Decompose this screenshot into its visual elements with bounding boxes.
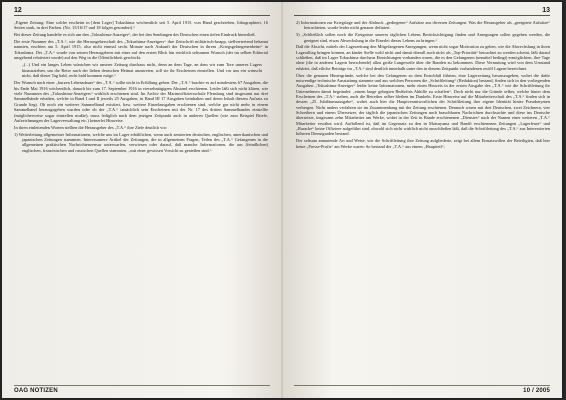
left-page: [2, 2, 282, 398]
numbered-item: 3) „Schließlich sollen noch die Ereignisse unseres täglichen Lebens Berücksichtigung finden und Anregungen sollen gegeben werden, die geeignet sind, etwas Abwechslung in die Einerlei dieses Lebens zu bringen.“: [296, 32, 550, 43]
header-rule: [14, 15, 270, 16]
page-number: 13: [542, 7, 550, 14]
paragraph: Bei dieser Zeitung handelte es sich um den „Tokushima-Anzeiger“, der bei den Sendungen des Deutschen einen tiefen Eindruck hinterließ.: [14, 32, 256, 38]
paragraph: Daß die Absicht, mittels der Lagerzeitung den Mitgefangenen Anregungen, wenn nicht sogar Motivation zu geben, wie die Abwechslung in ihren Lageralltag bringen können, an kinder Stelle wohl nicht und damit überall auch nicht als „Top-Priorität“ betrachtet zu werden scheint, läßt darauf schließen, daß im Lager Tokushima durchaus Einrichtungen vorhanden waren, die es den Gefangenen (unmittel bedingt) ermöglichten, ihre Tage ohne (die in anderen Lagern herrschende) allzu große Langeweile über die Runden zu bekommen. Diese Vermutung wird von dem Umstand erhärtet, daß etliche Beiträge im „T.A.“ sind deutlich innerhalb unter den in diesem Zeitpunkt vorhandenen zwölf Lagern bezeichnet.: [296, 44, 550, 71]
right-page: [282, 2, 562, 398]
numbered-item: 1) Weiterleitung allgemeiner Informationen, welche uns im Lager erhältlichen, wenn auch zensierten deutschen, englischen, amerikanischen und japanischen Zeitungen stammten. Interessantere Artikel der Zeitungen, die in allgemeinen Fragen, Teilen des „T.A.“ Gefangenen in die allgemeinen praktischen Nachrichtenzensur unterwarfen, verwiesen oder darauf, daß manche Informationen, die aus (feindlichen) englischen, französischen und russischen Quellen stammten, „mit einer gewissen Vorsicht zu genießen sind.“: [14, 131, 268, 153]
block-quote: „(...) Und ein langes Leben wünschen wir unserer Zeitung durchaus nicht, denn an dem Tage, an dem wir zum Tore unseres Lagers hinausziehen, um die Reise nach der lieben deutschen Heimat anzutreten, soll sie ihr Erscheinen einstellen. Und vor uns ein wünscht nicht, daß dieser Tag bald, recht bald kommen möge.“: [22, 62, 262, 79]
paragraph: „Eigene Zeitung: Eine solche erscheint in [dem Lager] Tokushima wöchentlich seit 5. April 1915, von Hand geschrieben, lithographiert, 16 Seiten stark, in drei Farben. (No. 15/16/17 und 18 folgen gesondert).“: [14, 20, 268, 31]
document-spread: [2, 2, 562, 398]
right-page-text: [296, 20, 550, 149]
numbered-item: 2) Informationen zur Kriegslage und der Abdruck „gediegener“ Aufsätze aus diversen Zeitungen. Was die Herausgeber als „geeignete Aufsätze“ betrachteten, wurde leider nicht genauer definiert.: [296, 20, 550, 31]
paragraph: In ihren einleitenden Worten stellten die Herausgeber des „T.A.“ ihre Ziele deutlich vor:: [14, 124, 168, 130]
footer-title: OAG NOTIZEN: [14, 388, 58, 394]
left-page-text: [14, 20, 268, 153]
paragraph: Die erste Nummer des „T.A.“, wie die Herausgeberschaft des „Tokushima-Anzeigers“ ihre Zeitschrift militärisch-knapp, stellvertretend bekannt nannten, erschien am 5. April 1915, also nicht einmal sechs Monate nach Ankunft der Deutschen in ihrem „Kriegsgefangenenheim“ in Tokushima. Der „T.A.“ wurde von seinen Herausgebern mit einer auf den ersten Blick hin reichlich seltsamen Wunsch (der im selben Editorial umgehend relativiert wurde) auf den Weg in die Öffentlichkeit geschickt:: [14, 39, 268, 61]
footer-rule: [14, 385, 270, 386]
page-number: 12: [14, 7, 22, 14]
footer-rule: [294, 385, 550, 386]
footer-issue: 10 / 2005: [523, 388, 550, 394]
paragraph: Der seltsam anmutende Art und Weise, wie die Schriftleitung ihre Zeitung aufgliederte, zeigt bei allem Einsatzwillen der Beteiligten, daß hier keine „Presse-Profis“ am Werke waren: So bestand der „T.A.“ aus einem „Hauptteil“,: [296, 138, 550, 149]
paragraph: Der Wunsch nach einer „kurzen Lebensdauer“ des „T.A.“ sollte nicht in Erfüllung gehen: Der „T.A.“ brachte es auf mindestens 67 Ausgaben, die bis Ende Mai 1916 wöchentlich, danach bis zum 17. September 1916 in vierzehntägigem Abstand erschienen. Leider läßt sich nicht klären, wie viele Nummern des „Tokushima-Anzeigers“ wirklich erschienen sind. Im Archiv der Marineoffiziersschule Flensburg sind insgesamt nur drei Sammelbände erhalten, welche in Band I und II jeweils 25 Ausgaben, in Band III 17 Ausgaben beinhalten und deren Inhalt diesem Aufsatz zu Grunde liegt. Ob noch ein weiterer Sammelband existiert, bzw. weitere Einzelausgaben erschienen sind, welche gar nicht mehr in einem Sammelband herausgegeben wurden oder ob der „T.A.“ tatsächlich sein Erscheinen mit der Nr. 17 des dritten Sammelbandes einstellte (möglicherweise sogar einstellen mußte), muss lediglich nach dem jetzigen Zeitpunkt auch in anderen Quellen (wie zum Beispiel Briefe, Aufzeichnungen der Lagerverwaltung etc.) keinerlei Hinweise.: [14, 80, 268, 123]
header-rule: [294, 15, 550, 16]
book-gutter: [281, 2, 283, 398]
paragraph: Über die genauen Hintergründe, welche bei den Gefangenen zu dem Entschluß führten, eine Lagerzeitung herauszugeben, wobei die dafür notwendige technische Ausstattung stammte und aus welchen Personen die „Schriftleitung“ (Redaktion) bestand, finden sich in den vorliegenden Ausgaben „Tokushima-Anzeiger“ leider keine Informationen, mehr einen Hinweis in der ersten Ausgabe des „T.A.“ wie die Schriftleitung ihr Unternehmen damit begründet: „einem lange gehegten Bedürfnis Abhilfe zu schaffen“. Doch nicht nur die Gründe selber, welche hinter dem Erscheinen des „T.A.“ stehen, auch die Betreiber selber bleiben im Dunkeln. Erste Hinweise auf die Mitarbeiterschaft des „T.A.“ finden sich in dessen „25. Jubiläumsausgabe“, wobei auch hier die Hauptverantwortlichen der Schriftleitung ihre eigene Identität hinter Pseudonymen verbergen. Nicht anders verfahren sie im Zusammenhang mit der Zeitung erschienen. Dennoch waren mit drei Deutschen, zwei Zeichnern, vier Schreibern und einem Übersetzer, der täglich die japanischen Zeitungen nach brauchbaren Nachrichten durchsuchte und diese ins Deutsche übersetzte, insgesamt zehn Mitarbeiter am Werke, wobei in der Zeit in Bande erschienenen „Dienstes“ nach der Namen einer weiteren „T.A.“ Mitarbeiter erwähnt wird. Auffallend ist, daß im Gegensatz zu den in Matsuyama und Bandō erschienenen Zeitungen „Lagerfeuer“ und „Baracke“ keine Offiziere aufgeführt sind, obwohl sich nicht wirklich nicht ausschließen läßt, daß die Schriftleitung des „T.A.“ aus Interessierten höheren Dienstgraden bestand.: [296, 72, 550, 137]
